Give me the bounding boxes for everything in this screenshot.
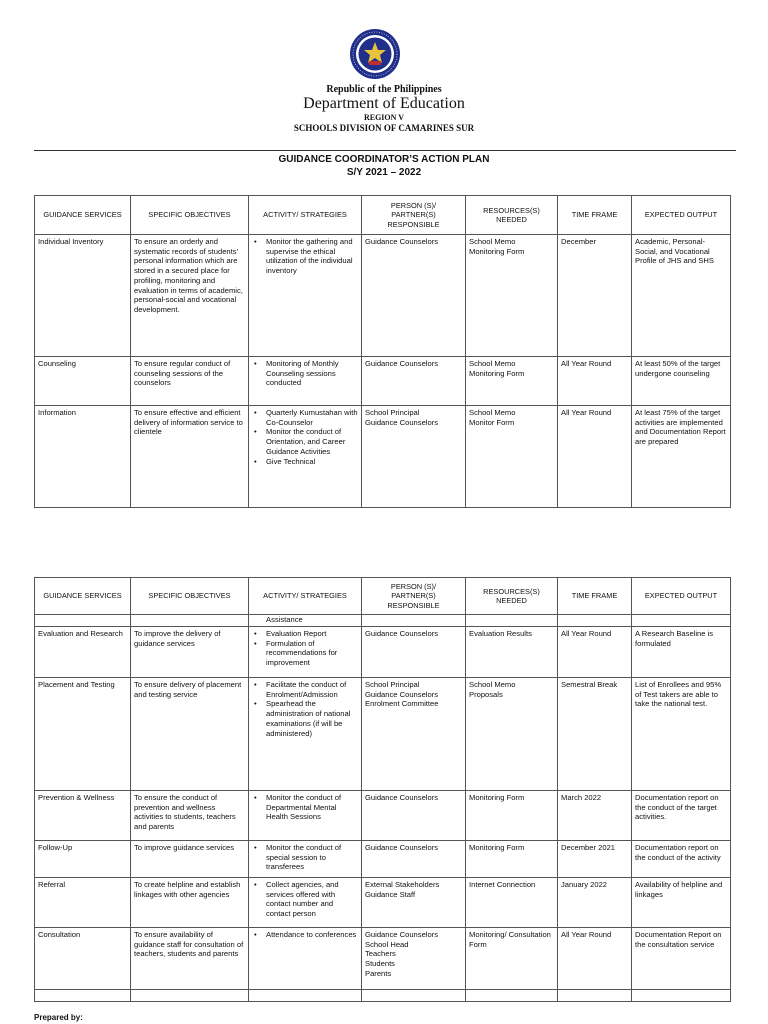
- school-year: S/Y 2021 – 2022: [346, 167, 422, 178]
- person-item: Students: [365, 959, 395, 969]
- empty-cell: [362, 615, 466, 627]
- header-expected-output: EXPECTED OUTPUT: [632, 196, 731, 235]
- region-heading: REGION V: [363, 113, 405, 122]
- empty-cell: [249, 990, 362, 1002]
- table-row: [35, 406, 731, 508]
- cell-person: Guidance Counselors: [362, 791, 466, 841]
- cell-resources: [466, 235, 558, 357]
- header-time-frame: TIME FRAME: [558, 196, 632, 235]
- header-time-frame: TIME FRAME: [558, 578, 632, 615]
- cell-time-frame: January 2022: [558, 878, 632, 928]
- resource-item: School Memo: [469, 359, 516, 368]
- cell-output: Documentation report on the conduct of the activity: [632, 841, 731, 878]
- table-row: [35, 627, 731, 678]
- activity-item: • Formulation of recommendations for improvement: [266, 639, 358, 668]
- cell-objective: To ensure an orderly and systematic records of students’ personal information which are stored in a secured place for profiling, monitoring and evaluation in terms of academic, personal-social and vocational development.: [131, 235, 249, 357]
- empty-cell: [362, 990, 466, 1002]
- person-item: School Head: [365, 939, 409, 949]
- department-heading: Department of Education: [303, 95, 465, 112]
- header-guidance-services: GUIDANCE SERVICES: [35, 196, 131, 235]
- resource-item: Monitoring Form: [469, 368, 525, 378]
- cell-resources: Monitoring/ Consultation Form: [466, 928, 558, 990]
- cell-objective: To create helpline and establish linkages with other agencies: [131, 878, 249, 928]
- cell-objective: To ensure availability of guidance staff for consultation of teachers, students and parents: [131, 928, 249, 990]
- resource-item: Proposals: [469, 689, 503, 699]
- activity-item: • Attendance to conferences: [266, 930, 358, 940]
- header-resources-line1: RESOURCES(S): [483, 586, 540, 596]
- cell-resources: Monitoring Form: [466, 791, 558, 841]
- resource-item: Monitoring Form: [469, 246, 525, 256]
- cell-resources: Internet Connection: [466, 878, 558, 928]
- table-header-row: [35, 578, 731, 615]
- person-item: Guidance Counselors: [365, 417, 439, 427]
- cell-resources: [466, 678, 558, 791]
- cell-activities: [249, 841, 362, 878]
- cell-activities: [249, 928, 362, 990]
- person-item: Parents: [365, 968, 392, 978]
- cell-objective: To ensure the conduct of prevention and wellness activities to students, teachers and parents: [131, 791, 249, 841]
- cell-objective: To ensure delivery of placement and testing service: [131, 678, 249, 791]
- cell-resources: [466, 406, 558, 508]
- cell-output: Availability of helpline and linkages: [632, 878, 731, 928]
- cell-resources: [466, 357, 558, 406]
- cell-service: Placement and Testing: [35, 678, 131, 791]
- cell-service: Referral: [35, 878, 131, 928]
- cell-person: Guidance Counselors: [362, 357, 466, 406]
- action-plan-table-page1: [34, 195, 731, 508]
- cell-activities: Assistance: [249, 615, 362, 627]
- header-person-line2: PARTNER(S): [391, 210, 436, 220]
- header-person-line1: PERSON (S)/: [390, 581, 437, 591]
- cell-activities: [249, 357, 362, 406]
- cell-time-frame: March 2022: [558, 791, 632, 841]
- header-specific-objectives: SPECIFIC OBJECTIVES: [131, 578, 249, 615]
- cell-service: Individual Inventory: [35, 235, 131, 357]
- empty-cell: [558, 990, 632, 1002]
- activity-item: • Monitor the conduct of Departmental Mental Health Sessions: [266, 793, 358, 822]
- table-row: [35, 235, 731, 357]
- cell-activities: [249, 678, 362, 791]
- header-resources-line2: NEEDED: [496, 215, 527, 224]
- cell-output: Documentation Report on the consultation service: [632, 928, 731, 990]
- cell-activities: [249, 791, 362, 841]
- header-resources-line2: NEEDED: [496, 596, 527, 605]
- cell-objective: To improve the delivery of guidance services: [131, 627, 249, 678]
- header-specific-objectives: SPECIFIC OBJECTIVES: [131, 196, 249, 235]
- empty-cell: [131, 990, 249, 1002]
- activity-item: • Facilitate the conduct of Enrolment/Admission: [266, 680, 358, 699]
- header-guidance-services: GUIDANCE SERVICES: [35, 578, 131, 615]
- cell-person: Guidance Counselors: [362, 235, 466, 357]
- cell-output: List of Enrollees and 95% of Test takers are able to take the national test.: [632, 678, 731, 791]
- header-resources-needed: [466, 578, 558, 615]
- republic-heading: Republic of the Philippines: [326, 84, 442, 95]
- empty-cell: [466, 615, 558, 627]
- person-item: Enrolment Committee: [365, 699, 439, 709]
- cell-output: At least 75% of the target activities are implemented and Documentation Report are prepared: [632, 406, 731, 508]
- header-divider: [34, 150, 736, 151]
- header-person-line2: PARTNER(S): [391, 591, 436, 601]
- cell-person: [362, 878, 466, 928]
- cell-person: [362, 678, 466, 791]
- resource-item: School Memo: [469, 237, 516, 246]
- header-person-responsible: [362, 578, 466, 615]
- activity-item: • Give Technical: [266, 457, 358, 467]
- cell-resources: Evaluation Results: [466, 627, 558, 678]
- table-row-continuation: [35, 615, 731, 627]
- cell-activities: [249, 406, 362, 508]
- cell-service: Follow-Up: [35, 841, 131, 878]
- cell-output: Academic, Personal-Social, and Vocational Profile of JHS and SHS: [632, 235, 731, 357]
- empty-cell: [35, 615, 131, 627]
- person-item: School Principal: [365, 680, 420, 689]
- activity-item: • Monitor the conduct of special session to transferees: [266, 843, 358, 872]
- activity-item: • Monitor the gathering and supervise the ethical utilization of the individual inventory: [266, 237, 358, 276]
- header-expected-output: EXPECTED OUTPUT: [632, 578, 731, 615]
- cell-time-frame: December 2021: [558, 841, 632, 878]
- action-plan-table-page2: [34, 577, 731, 1002]
- header-resources-needed: [466, 196, 558, 235]
- header-person-line3: RESPONSIBLE: [387, 600, 440, 610]
- empty-cell: [35, 990, 131, 1002]
- cell-service: Information: [35, 406, 131, 508]
- cell-time-frame: All Year Round: [558, 357, 632, 406]
- cell-activities: [249, 235, 362, 357]
- cell-output: A Research Baseline is formulated: [632, 627, 731, 678]
- cell-objective: To ensure effective and efficient delivery of information service to clientele: [131, 406, 249, 508]
- table-row: [35, 357, 731, 406]
- prepared-by-label: Prepared by:: [34, 1013, 83, 1022]
- person-item: External Stakeholders: [365, 880, 440, 889]
- cell-time-frame: All Year Round: [558, 406, 632, 508]
- table-row: [35, 841, 731, 878]
- cell-activities: [249, 878, 362, 928]
- header-activity-strategies: ACTIVITY/ STRATEGIES: [249, 578, 362, 615]
- document-title: GUIDANCE COORDINATOR’S ACTION PLAN: [278, 154, 490, 165]
- cell-output: At least 50% of the target undergone counseling: [632, 357, 731, 406]
- person-item: Guidance Counselors: [365, 930, 439, 939]
- deped-seal-logo: [349, 28, 401, 80]
- header-person-line1: PERSON (S)/: [390, 200, 437, 210]
- header-person-responsible: [362, 196, 466, 235]
- person-item: School Principal: [365, 408, 420, 417]
- empty-cell: [632, 615, 731, 627]
- cell-service: Evaluation and Research: [35, 627, 131, 678]
- cell-time-frame: All Year Round: [558, 627, 632, 678]
- cell-time-frame: Semestral Break: [558, 678, 632, 791]
- table-row: [35, 678, 731, 791]
- table-row-empty: [35, 990, 731, 1002]
- cell-person: Guidance Counselors: [362, 841, 466, 878]
- activity-item: • Spearhead the administration of national examinations (if will be administered): [266, 699, 358, 738]
- empty-cell: [558, 615, 632, 627]
- table-header-row: [35, 196, 731, 235]
- cell-output: Documentation report on the conduct of the target activities.: [632, 791, 731, 841]
- table-row: [35, 928, 731, 990]
- cell-objective: To improve guidance services: [131, 841, 249, 878]
- empty-cell: [131, 615, 249, 627]
- empty-cell: [632, 990, 731, 1002]
- table-row: [35, 878, 731, 928]
- cell-person: [362, 406, 466, 508]
- cell-time-frame: All Year Round: [558, 928, 632, 990]
- header-activity-strategies: ACTIVITY/ STRATEGIES: [249, 196, 362, 235]
- resource-item: School Memo: [469, 408, 516, 417]
- table-row: [35, 791, 731, 841]
- person-item: Teachers: [365, 949, 396, 959]
- cell-objective: To ensure regular conduct of counseling sessions of the counselors: [131, 357, 249, 406]
- cell-time-frame: December: [558, 235, 632, 357]
- header-resources-line1: RESOURCES(S): [483, 205, 540, 215]
- person-item: Guidance Staff: [365, 889, 416, 899]
- activity-item: • Monitoring of Monthly Counseling sessions conducted: [266, 359, 358, 388]
- empty-cell: [466, 990, 558, 1002]
- cell-service: Prevention & Wellness: [35, 791, 131, 841]
- cell-service: Counseling: [35, 357, 131, 406]
- cell-resources: Monitoring Form: [466, 841, 558, 878]
- cell-person: Guidance Counselors: [362, 627, 466, 678]
- person-item: Guidance Counselors: [365, 689, 439, 699]
- header-person-line3: RESPONSIBLE: [387, 219, 440, 229]
- division-heading: SCHOOLS DIVISION OF CAMARINES SUR: [293, 123, 475, 133]
- activity-item: • Collect agencies, and services offered with contact number and contact person: [266, 880, 358, 919]
- activity-item: • Evaluation Report: [266, 629, 358, 639]
- resource-item: School Memo: [469, 680, 516, 689]
- cell-person: [362, 928, 466, 990]
- activity-item: • Monitor the conduct of Orientation, and Career Guidance Activities: [266, 427, 358, 456]
- activity-item: • Quarterly Kumustahan with Co-Counselor: [266, 408, 358, 427]
- resource-item: Monitor Form: [469, 417, 515, 427]
- cell-activities: [249, 627, 362, 678]
- cell-service: Consultation: [35, 928, 131, 990]
